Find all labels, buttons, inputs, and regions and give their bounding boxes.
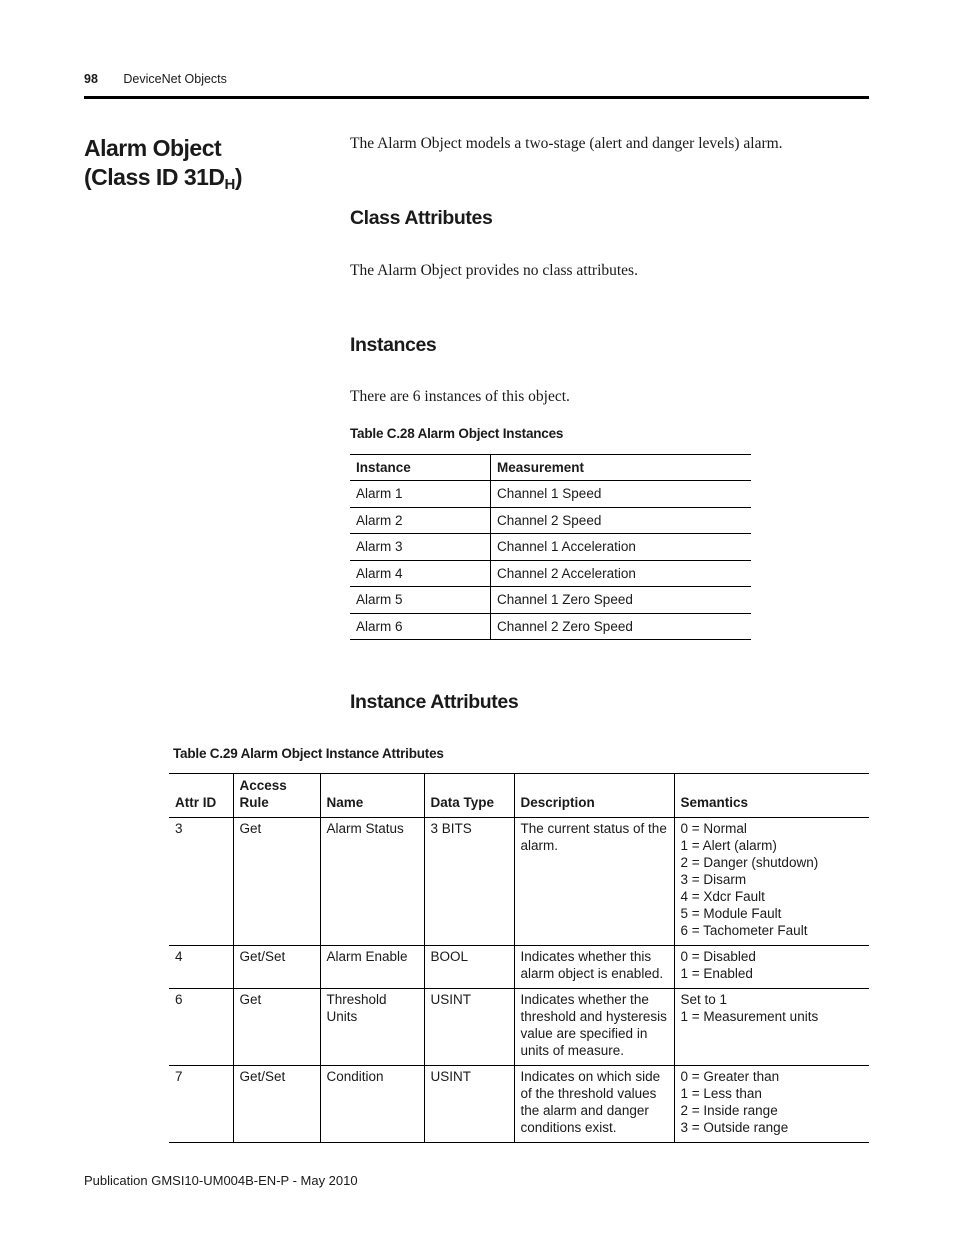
table-c29-caption: Table C.29 Alarm Object Instance Attributes	[173, 746, 444, 761]
description-cell: Indicates whether the threshold and hysteresis value are specified in units of measure.	[514, 989, 674, 1066]
measurement-cell: Channel 1 Acceleration	[491, 534, 752, 561]
semantics-cell: 0 = Greater than 1 = Less than 2 = Inside range 3 = Outside range	[674, 1066, 869, 1143]
name-cell: Alarm Enable	[320, 946, 424, 989]
footer-publication: Publication GMSI10-UM004B-EN-P - May 2010	[84, 1173, 358, 1188]
attr-id-cell: 6	[169, 989, 233, 1066]
data-type-cell: USINT	[424, 1066, 514, 1143]
semantics-cell: Set to 1 1 = Measurement units	[674, 989, 869, 1066]
page-number: 98	[84, 72, 98, 86]
column-header: Access Rule	[233, 774, 320, 818]
table-row	[350, 560, 751, 587]
column-header: Measurement	[491, 455, 752, 481]
column-header: Data Type	[424, 774, 514, 818]
instance-cell: Alarm 1	[350, 481, 491, 508]
access-rule-cell: Get	[233, 818, 320, 946]
class-attributes-heading: Class Attributes	[350, 207, 493, 229]
semantics-cell: 0 = Normal 1 = Alert (alarm) 2 = Danger (shutdown) 3 = Disarm 4 = Xdcr Fault 5 = Module Fault 6 = Tachometer Fault	[674, 818, 869, 946]
measurement-cell: Channel 2 Zero Speed	[491, 613, 752, 640]
instances-text: There are 6 instances of this object.	[350, 388, 570, 405]
semantics-cell: 0 = Disabled 1 = Enabled	[674, 946, 869, 989]
title-class-id: (Class ID 31D	[84, 164, 225, 190]
column-header: Semantics	[674, 774, 869, 818]
instances-heading: Instances	[350, 334, 437, 356]
table-row	[169, 818, 869, 946]
table-c28-caption: Table C.28 Alarm Object Instances	[350, 426, 564, 441]
header-rule	[84, 96, 869, 99]
description-cell: Indicates whether this alarm object is enabled.	[514, 946, 674, 989]
header-section: DeviceNet Objects	[123, 72, 227, 86]
title-line-2	[84, 163, 242, 199]
intro-text: The Alarm Object models a two-stage (alert and danger levels) alarm.	[350, 135, 783, 152]
data-type-cell: BOOL	[424, 946, 514, 989]
title-line-1: Alarm Object	[84, 135, 222, 161]
instances-table	[350, 454, 751, 640]
measurement-cell: Channel 2 Acceleration	[491, 560, 752, 587]
table-row	[350, 587, 751, 614]
column-header: Attr ID	[169, 774, 233, 818]
access-rule-cell: Get/Set	[233, 946, 320, 989]
name-cell: Threshold Units	[320, 989, 424, 1066]
description-cell: The current status of the alarm.	[514, 818, 674, 946]
title-subscript: H	[224, 176, 235, 193]
table-row	[350, 613, 751, 640]
instance-attributes-table	[169, 773, 869, 1143]
measurement-cell: Channel 1 Zero Speed	[491, 587, 752, 614]
access-rule-cell: Get/Set	[233, 1066, 320, 1143]
table-row	[169, 1066, 869, 1143]
table-row	[169, 989, 869, 1066]
measurement-cell: Channel 1 Speed	[491, 481, 752, 508]
column-header: Instance	[350, 455, 491, 481]
table-row	[350, 534, 751, 561]
instance-cell: Alarm 2	[350, 507, 491, 534]
title-close-paren: )	[234, 164, 243, 190]
page-header	[84, 72, 227, 86]
instance-attributes-heading: Instance Attributes	[350, 691, 519, 713]
page-title	[84, 134, 242, 199]
data-type-cell: USINT	[424, 989, 514, 1066]
attr-id-cell: 7	[169, 1066, 233, 1143]
attr-id-cell: 3	[169, 818, 233, 946]
name-cell: Condition	[320, 1066, 424, 1143]
column-header: Name	[320, 774, 424, 818]
measurement-cell: Channel 2 Speed	[491, 507, 752, 534]
column-header: Description	[514, 774, 674, 818]
table-row	[350, 507, 751, 534]
instance-cell: Alarm 6	[350, 613, 491, 640]
instance-cell: Alarm 3	[350, 534, 491, 561]
description-cell: Indicates on which side of the threshold values the alarm and danger conditions exist.	[514, 1066, 674, 1143]
attr-id-cell: 4	[169, 946, 233, 989]
class-attributes-text: The Alarm Object provides no class attributes.	[350, 262, 638, 279]
access-rule-cell: Get	[233, 989, 320, 1066]
table-row	[350, 481, 751, 508]
table-row	[169, 946, 869, 989]
instance-cell: Alarm 5	[350, 587, 491, 614]
name-cell: Alarm Status	[320, 818, 424, 946]
data-type-cell: 3 BITS	[424, 818, 514, 946]
instance-cell: Alarm 4	[350, 560, 491, 587]
